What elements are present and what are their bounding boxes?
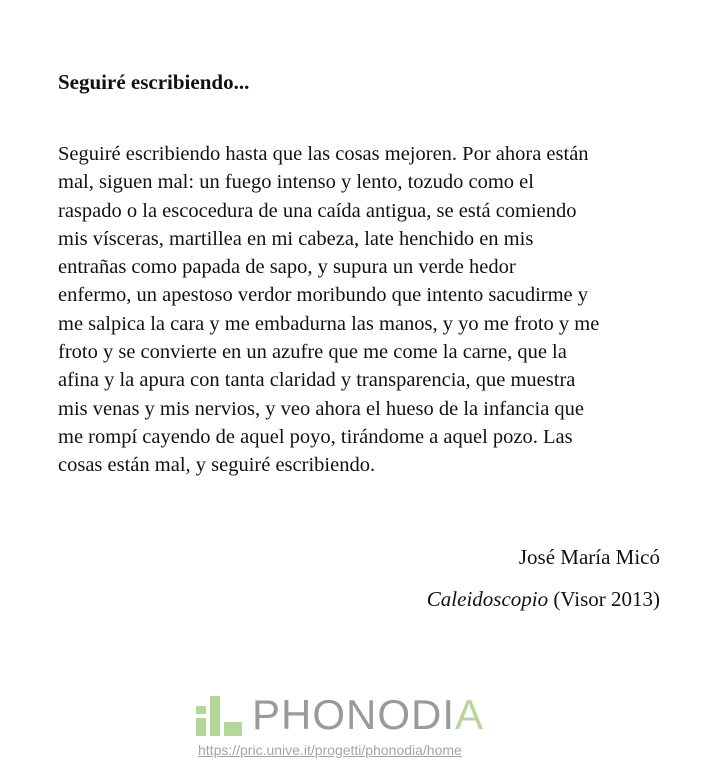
logo-wordmark-accent: A xyxy=(455,691,485,738)
project-url-link[interactable]: https://pric.unive.it/progetti/phonodia/home xyxy=(198,742,462,758)
poem-line: mal, siguen mal: un fuego intenso y lento, tozudo como el xyxy=(58,171,534,194)
bar-chart-logo-icon xyxy=(196,696,242,736)
poem-line: entrañas como papada de sapo, y supura un verde hedor xyxy=(58,256,516,279)
poem-line: Seguiré escribiendo hasta que las cosas mejoren. Por ahora están xyxy=(58,143,589,165)
poem-title: Seguiré escribiendo... xyxy=(58,70,250,94)
poem-line: afina y la apura con tanta claridad y transparencia, que muestra xyxy=(58,369,576,392)
logo-wordmark-main: PHONODI xyxy=(252,691,456,738)
author-name: José María Micó xyxy=(518,545,660,569)
poem-line: cosas están mal, y seguiré escribiendo. xyxy=(58,454,376,477)
logo-wordmark xyxy=(252,691,485,738)
poem-line: enfermo, un apestoso verdor moribundo que intento sacudirme y xyxy=(58,284,589,307)
poem-line: me rompí cayendo de aquel poyo, tirándome a aquel pozo. Las xyxy=(58,425,573,448)
source-citation xyxy=(427,587,660,612)
poem-line: raspado o la escocedura de una caída antigua, se está comiendo xyxy=(58,199,577,222)
phonodia-logo xyxy=(196,691,485,738)
poem-line: mis venas y mis nervios, y veo ahora el hueso de la infancia que xyxy=(58,397,585,420)
poem-line: me salpica la cara y me embadurna las manos, y yo me froto y me xyxy=(58,312,600,335)
source-book-title: Caleidoscopio xyxy=(426,587,549,611)
poem-line: mis vísceras, martillea en mi cabeza, late henchido en mis xyxy=(58,227,534,250)
poem-body xyxy=(58,140,668,480)
source-publisher-year: (Visor 2013) xyxy=(548,587,660,611)
poem-line: froto y se convierte en un azufre que me come la carne, que la xyxy=(58,341,567,364)
